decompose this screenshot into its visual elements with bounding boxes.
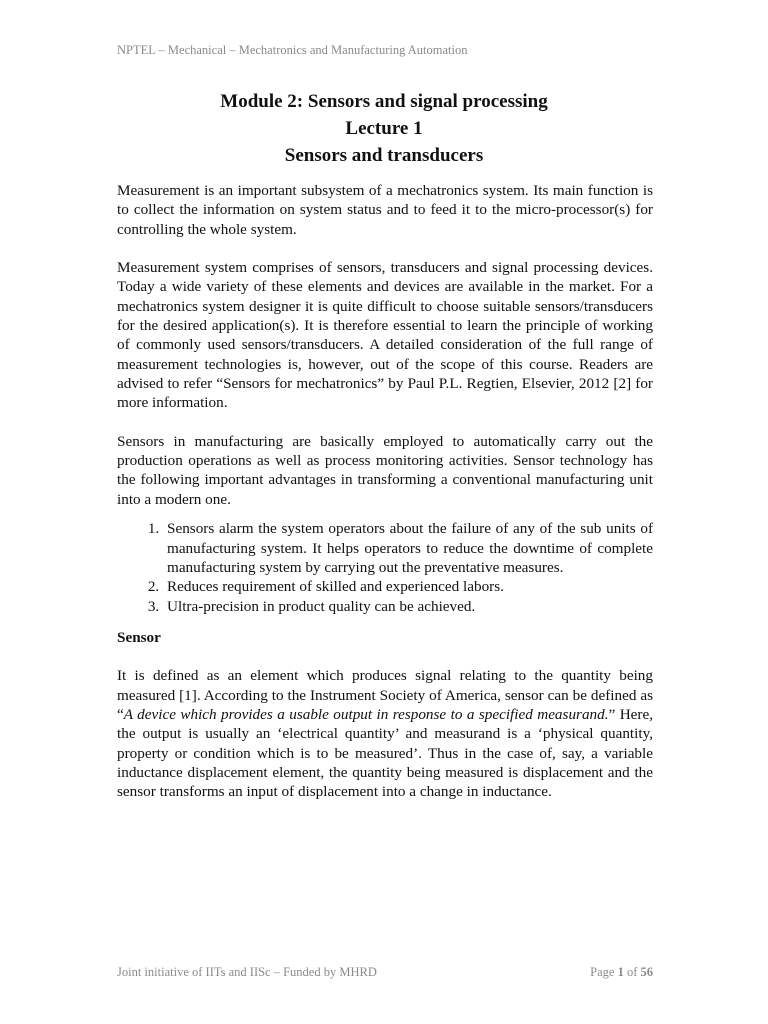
advantages-list <box>117 519 653 615</box>
list-item: 2. Reduces requirement of skilled and experienced labors. <box>163 577 653 596</box>
paragraph-sensor-definition <box>117 666 653 801</box>
paragraph-measurement-system: Measurement system comprises of sensors, transducers and signal processing devices. Today a wide variety of these elements and devices are available in the market. For a mechatronics system designer it is quite difficult to choose suitable sensors/transducers for the desired application(s). It is therefore essential to learn the principle of working of commonly used sensors/transducers. A detailed consideration of the full range of measurement technologies is, however, out of the scope of this course. Readers are advised to refer “Sensors for mechatronics” by Paul P.L. Regtien, Elsevier, 2012 [2] for more information. <box>117 259 653 412</box>
sensor-quote: A device which provides a usable output in response to a specified measurand. <box>123 706 609 724</box>
lecture-title: Lecture 1 <box>345 118 423 139</box>
paragraph-sensors-manufacturing: Sensors in manufacturing are basically employed to automatically carry out the production operations as well as process monitoring activities. Sensor technology has the following important advantages in transforming a conventional manufacturing unit into a modern one. <box>117 432 653 508</box>
sensor-rest-text: ” Here, the output is usually an ‘electrical quantity’ and measurand is a ‘physical quantity, property or condition which is to be measured’. Thus in the case of, say, a variable inductance displacement element, the quantity being measured is displacement and the sensor transforms an input of displacement into a change in inductance. <box>117 706 653 801</box>
sensor-heading: Sensor <box>117 628 161 646</box>
page-header: NPTEL – Mechanical – Mechatronics and Manufacturing Automation <box>117 43 468 57</box>
page-word: Page <box>590 965 618 979</box>
page-current: 1 <box>617 965 624 979</box>
topic-title: Sensors and transducers <box>284 145 484 166</box>
page-of: of <box>623 965 641 979</box>
paragraph-measurement: Measurement is an important subsystem of a mechatronics system. Its main function is to collect the information on system status and to feed it to the micro-processor(s) for controlling the whole system. <box>117 182 653 238</box>
title-block <box>0 88 768 169</box>
document-body <box>117 181 653 821</box>
page-total: 56 <box>640 965 653 979</box>
sensor-intro-text: It is defined as an element which produces signal relating to the quantity being measured [1]. According to the Instrument Society of America, sensor can be defined as “ <box>117 667 653 724</box>
footer-credit: Joint initiative of IITs and IISc – Funded by MHRD <box>117 965 377 979</box>
list-item: 1. Sensors alarm the system operators about the failure of any of the sub units of manufacturing system. It helps operators to reduce the downtime of complete manufacturing system by carrying out the preventative measures. <box>163 519 653 577</box>
page-number <box>590 965 653 980</box>
module-title: Module 2: Sensors and signal processing <box>220 91 548 112</box>
list-item: 3. Ultra-precision in product quality can be achieved. <box>163 597 653 616</box>
